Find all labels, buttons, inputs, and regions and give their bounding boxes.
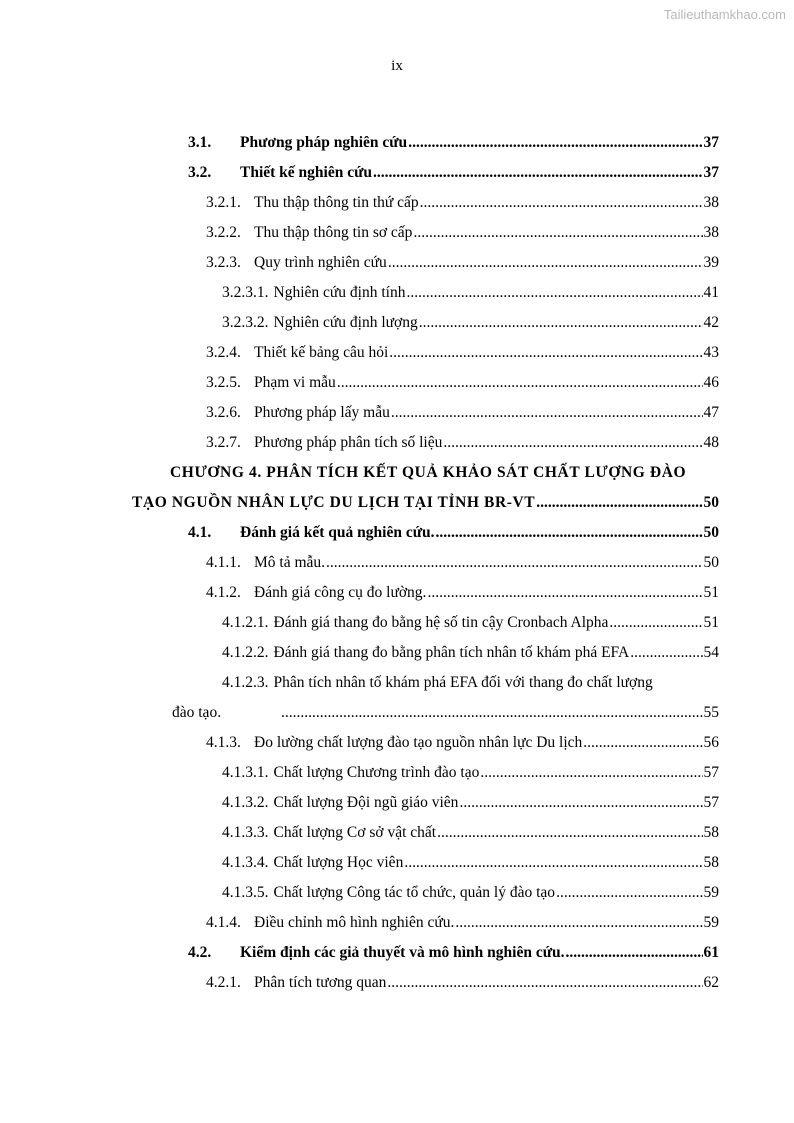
toc-title: Thiết kế bảng câu hỏi [254, 344, 389, 361]
toc-page: 43 [703, 344, 719, 361]
toc-leader [455, 908, 702, 938]
toc-page: 58 [703, 854, 719, 871]
toc-title: Mô tả mẫu. [254, 554, 326, 571]
toc-number: 4.1.2.3. [222, 674, 269, 691]
toc-page: 54 [703, 644, 719, 661]
toc-page: 50 [703, 524, 719, 541]
toc-entry-4-1-3-4[interactable] [222, 848, 719, 878]
toc-chapter-4-line2[interactable] [132, 488, 719, 518]
toc-title: Phân tích tương quan [254, 974, 387, 991]
toc-title: Đánh giá thang đo bằng hệ số tin cậy Cronbach Alpha [273, 614, 609, 631]
toc-title: Chất lượng Đội ngũ giáo viên [273, 794, 459, 811]
toc-entry-3-2-1[interactable] [206, 188, 719, 218]
toc-number: 4.1.4. [206, 914, 241, 931]
toc-entry-3-2-3-1[interactable] [222, 278, 719, 308]
toc-title: Chất lượng Công tác tổ chức, quản lý đào tạo [273, 884, 556, 901]
toc-number: 3.1. [188, 134, 212, 151]
toc-page: 38 [703, 224, 719, 241]
toc-page: 50 [703, 494, 719, 511]
toc-leader [408, 128, 702, 158]
toc-page: 41 [703, 284, 719, 301]
toc-number: 4.1.3. [206, 734, 241, 751]
toc-title: Đánh giá công cụ đo lường. [254, 584, 427, 601]
toc-number: 4.1.2.1. [222, 614, 269, 631]
toc-number: 3.2.3.2. [222, 314, 269, 331]
toc-entry-3-2-7[interactable] [206, 428, 719, 458]
toc-page: 55 [703, 704, 719, 721]
toc-title: Kiểm định các giả thuyết và mô hình nghiên cứu. [240, 944, 565, 961]
toc-number: 3.2.1. [206, 194, 241, 211]
toc-leader [406, 278, 702, 308]
toc-page: 51 [703, 584, 719, 601]
toc-title: TẠO NGUỒN NHÂN LỰC DU LỊCH TẠI TỈNH BR-VT [132, 494, 536, 511]
toc-number: 4.1. [188, 524, 212, 541]
toc-number: 3.2.5. [206, 374, 241, 391]
toc-leader [556, 878, 702, 908]
toc-entry-4-1-3[interactable] [206, 728, 719, 758]
toc-title: Đánh giá kết quả nghiên cứu. [240, 524, 435, 541]
toc-title: Quy trình nghiên cứu [254, 254, 387, 271]
toc-leader [630, 638, 702, 668]
toc-number: 4.1.3.2. [222, 794, 269, 811]
toc-leader [583, 728, 702, 758]
toc-title: Điều chỉnh mô hình nghiên cứu. [254, 914, 455, 931]
toc-title: Thu thập thông tin thứ cấp [254, 194, 419, 211]
toc-page: 48 [703, 434, 719, 451]
toc-entry-3-1[interactable] [188, 128, 719, 158]
toc-entry-3-2-3-2[interactable] [222, 308, 719, 338]
toc-page: 57 [703, 794, 719, 811]
toc-page: 42 [703, 314, 719, 331]
toc-number: 4.1.3.3. [222, 824, 269, 841]
toc-title: Phân tích nhân tố khám phá EFA đối với thang đo chất lượng [273, 674, 653, 691]
toc-leader [373, 158, 702, 188]
toc-leader [420, 188, 703, 218]
toc-entry-4-1[interactable] [188, 518, 719, 548]
toc-entry-4-1-3-3[interactable] [222, 818, 719, 848]
toc-page: 56 [703, 734, 719, 751]
toc-title: Chất lượng Chương trình đào tạo [273, 764, 480, 781]
toc-leader [404, 848, 702, 878]
toc-leader [391, 398, 703, 428]
toc-page: 59 [703, 884, 719, 901]
toc-title: đào tạo. [172, 704, 222, 721]
toc-title: Thu thập thông tin sơ cấp [254, 224, 413, 241]
toc-title: Phương pháp nghiên cứu [240, 134, 408, 151]
toc-leader [389, 338, 702, 368]
toc-leader [437, 818, 702, 848]
toc-entry-3-2-4[interactable] [206, 338, 719, 368]
toc-number: 3.2.3.1. [222, 284, 269, 301]
toc-number: 3.2.7. [206, 434, 241, 451]
toc-entry-3-2-3[interactable] [206, 248, 719, 278]
toc-number: 4.1.2. [206, 584, 241, 601]
toc-page: 59 [703, 914, 719, 931]
toc-page: 38 [703, 194, 719, 211]
toc-number: 4.1.3.4. [222, 854, 269, 871]
toc-leader [337, 368, 703, 398]
toc-leader [388, 248, 703, 278]
toc-entry-4-1-3-1[interactable] [222, 758, 719, 788]
toc-entry-4-1-2-2[interactable] [222, 638, 719, 668]
toc-entry-4-1-4[interactable] [206, 908, 719, 938]
toc-leader [609, 608, 702, 638]
toc-page: 58 [703, 824, 719, 841]
toc-entry-4-1-2[interactable] [206, 578, 719, 608]
page-number: ix [391, 58, 403, 74]
toc-entry-4-1-2-3-line1[interactable] [222, 668, 653, 698]
toc-leader [419, 308, 703, 338]
toc-leader [436, 518, 703, 548]
toc-number: 4.1.3.5. [222, 884, 269, 901]
toc-leader [566, 938, 703, 968]
toc-entry-4-1-1[interactable] [206, 548, 719, 578]
toc-entry-4-1-2-1[interactable] [222, 608, 719, 638]
toc-entry-3-2-5[interactable] [206, 368, 719, 398]
toc-title: Phạm vi mẫu [254, 374, 336, 391]
toc-entry-3-2-6[interactable] [206, 398, 719, 428]
toc-number: 3.2.2. [206, 224, 241, 241]
toc-leader [443, 428, 702, 458]
toc-leader [536, 488, 702, 518]
toc-title: Nghiên cứu định tính [273, 284, 406, 301]
toc-entry-3-2-2[interactable] [206, 218, 719, 248]
toc-entry-4-2-1[interactable] [206, 968, 719, 998]
toc-leader [427, 578, 702, 608]
toc-number: 4.1.2.2. [222, 644, 269, 661]
toc-page: 46 [703, 374, 719, 391]
toc-number: 4.1.3.1. [222, 764, 269, 781]
toc-leader [281, 698, 703, 728]
toc-page: 37 [703, 134, 719, 151]
toc-title: Chất lượng Cơ sở vật chất [273, 824, 437, 841]
toc-leader [413, 218, 702, 248]
toc-number: 3.2.3. [206, 254, 241, 271]
toc-leader [387, 968, 702, 998]
toc-title: Đánh giá thang đo bằng phân tích nhân tố khám phá EFA [273, 644, 630, 661]
toc-page: 61 [703, 944, 719, 961]
toc-number: 4.1.1. [206, 554, 241, 571]
toc-number: 4.2. [188, 944, 212, 961]
toc-title: Thiết kế nghiên cứu [240, 164, 373, 181]
toc-page: 50 [703, 554, 719, 571]
toc-page: 37 [703, 164, 719, 181]
toc-page: 39 [703, 254, 719, 271]
toc-leader [480, 758, 702, 788]
toc-entry-4-1-3-5[interactable] [222, 878, 719, 908]
watermark: Tailieuthamkhao.com [663, 7, 786, 22]
toc-title: Đo lường chất lượng đào tạo nguồn nhân lực Du lịch [254, 734, 583, 751]
toc-entry-4-1-2-3-line2[interactable] [172, 698, 719, 728]
toc-number: 3.2. [188, 164, 212, 181]
toc-number: 4.2.1. [206, 974, 241, 991]
toc-page: 62 [703, 974, 719, 991]
toc-entry-3-2[interactable] [188, 158, 719, 188]
toc-title: Nghiên cứu định lượng [273, 314, 418, 331]
toc-entry-4-2[interactable] [188, 938, 719, 968]
toc-title: Phương pháp phân tích số liệu [254, 434, 443, 451]
toc-number: 3.2.6. [206, 404, 241, 421]
toc-leader [459, 788, 702, 818]
toc-title: Chất lượng Học viên [273, 854, 404, 871]
toc-page: 51 [703, 614, 719, 631]
toc-entry-4-1-3-2[interactable] [222, 788, 719, 818]
toc-page: 47 [703, 404, 719, 421]
toc-title: Phương pháp lấy mẫu [254, 404, 390, 421]
toc-number: 3.2.4. [206, 344, 241, 361]
toc-leader [326, 548, 702, 578]
toc-page: 57 [703, 764, 719, 781]
toc-chapter-4-line1[interactable]: CHƯƠNG 4. PHÂN TÍCH KẾT QUẢ KHẢO SÁT CHẤT LƯỢNG ĐÀO [170, 464, 687, 481]
